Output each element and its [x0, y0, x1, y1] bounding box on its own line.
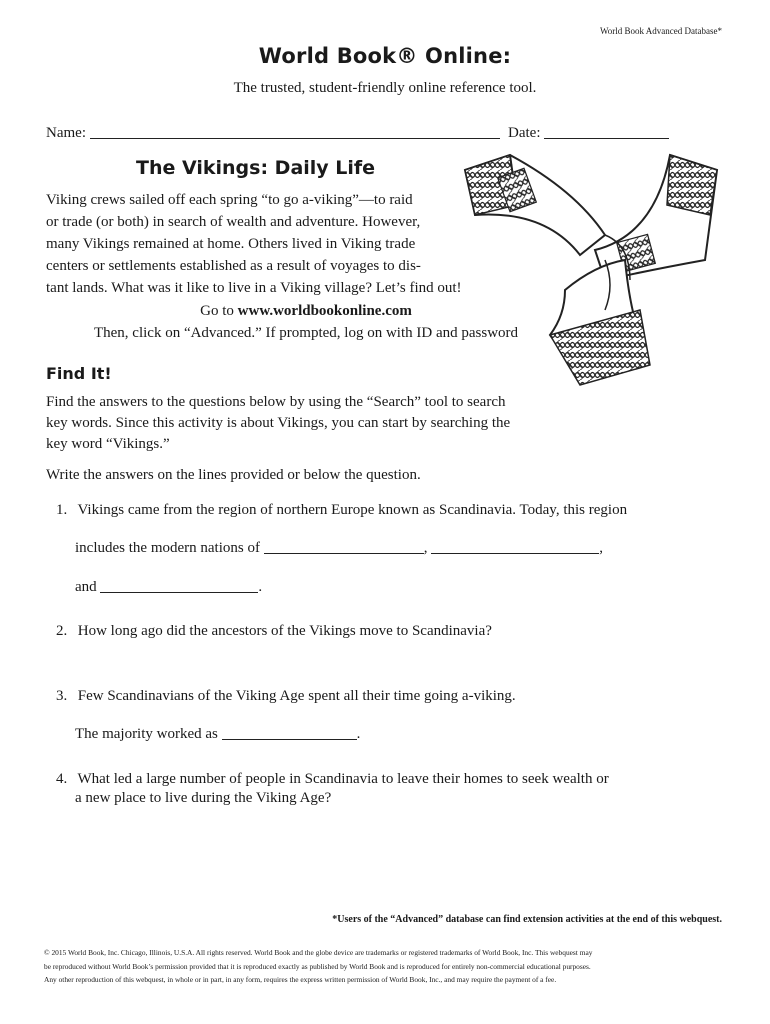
copyright-line: be reproduced without World Book’s permission provided that it is reproduced exactly as published by World Book and is reproduced for entirely non-commercial educational purposes. [44, 961, 591, 971]
date-blank-line[interactable] [544, 124, 669, 139]
horn-upper-right [595, 155, 717, 280]
horn-upper-left [465, 155, 605, 255]
question-number: 1. [56, 502, 68, 518]
then-instruction: Then, click on “Advanced.” If prompted, log on with ID and password [93, 325, 519, 341]
answer-blank-occupation[interactable] [222, 725, 357, 740]
answer-blank-nation-2[interactable] [431, 539, 599, 554]
copyright-line: © 2015 World Book, Inc. Chicago, Illinois, U.S.A. All rights reserved. World Book and the globe device are trademarks or registered trademarks of World Book, Inc. This webquest may [44, 948, 593, 957]
worldbook-url-link[interactable]: www.worldbookonline.com [237, 303, 412, 319]
intro-paragraph [46, 189, 476, 299]
period: . [356, 726, 361, 742]
intro-line: Viking crews sailed off each spring “to go a-viking”—to raid [46, 192, 413, 208]
question-text: How long ago did the ancestors of the Vikings move to Scandinavia? [77, 623, 492, 639]
write-instruction: Write the answers on the lines provided or below the question. [46, 467, 421, 483]
answer-blank-nation-3[interactable] [100, 578, 258, 593]
horn-bottom [550, 260, 650, 385]
question-text: What led a large number of people in Scandinavia to leave their homes to seek wealth or [77, 771, 609, 787]
intro-line: tant lands. What was it like to live in a Viking village? Let’s find out! [46, 280, 462, 296]
advanced-footnote: *Users of the “Advanced” database can find extension activities at the end of this webquest. [332, 914, 722, 925]
question-text: The majority worked as [75, 726, 218, 742]
copyright-notice [44, 946, 734, 987]
section-title-vikings: The Vikings: Daily Life [136, 157, 376, 179]
question-number: 2. [56, 623, 68, 639]
date-label: Date: [508, 125, 541, 141]
intro-line: centers or settlements established as a result of voyages to dis- [46, 258, 421, 274]
question-number: 4. [56, 771, 68, 787]
copyright-line: Any other reproduction of this webquest, in whole or in part, in any form, requires the express written permission of World Book, Inc., and may require the payment of a fee. [44, 975, 557, 984]
intro-line: or trade (or both) in search of wealth and adventure. However, [46, 214, 421, 230]
comma: , [423, 540, 428, 556]
page-subtitle: The trusted, student-friendly online reference tool. [233, 80, 537, 96]
section-title-find-it: Find It! [46, 364, 112, 383]
find-it-line: Find the answers to the questions below by using the “Search” tool to search [46, 394, 506, 410]
question-3 [56, 686, 516, 707]
date-field[interactable] [508, 124, 669, 142]
question-number: 3. [56, 688, 68, 704]
name-label: Name: [46, 125, 86, 141]
question-4 [56, 769, 609, 790]
find-it-line: key word “Vikings.” [46, 436, 170, 452]
question-text: Vikings came from the region of northern Europe known as Scandinavia. Today, this region [77, 502, 628, 518]
answer-blank-nation-1[interactable] [264, 539, 424, 554]
question-1-answer-line-2 [75, 578, 262, 596]
page-title: World Book® Online: [258, 44, 512, 68]
question-text: Few Scandinavians of the Viking Age spent all their time going a-viking. [77, 688, 516, 704]
viking-horns-illustration [455, 150, 725, 395]
question-1-answer-line-1 [75, 539, 603, 557]
question-3-answer-line [75, 725, 360, 743]
question-4-line-2: a new place to live during the Viking Age? [75, 790, 332, 806]
goto-prefix: Go to [200, 303, 238, 319]
period: . [258, 579, 263, 595]
question-1 [56, 500, 627, 521]
question-text: includes the modern nations of [75, 540, 260, 556]
question-2 [56, 621, 492, 642]
intro-line: many Vikings remained at home. Others lived in Viking trade [46, 236, 416, 252]
database-note: World Book Advanced Database* [600, 26, 722, 36]
question-text: and [75, 579, 97, 595]
find-it-paragraph [46, 392, 566, 455]
name-blank-line[interactable] [90, 124, 500, 139]
find-it-line: key words. Since this activity is about Vikings, you can start by searching the [46, 415, 511, 431]
name-field[interactable] [46, 124, 500, 142]
comma: , [599, 540, 603, 556]
